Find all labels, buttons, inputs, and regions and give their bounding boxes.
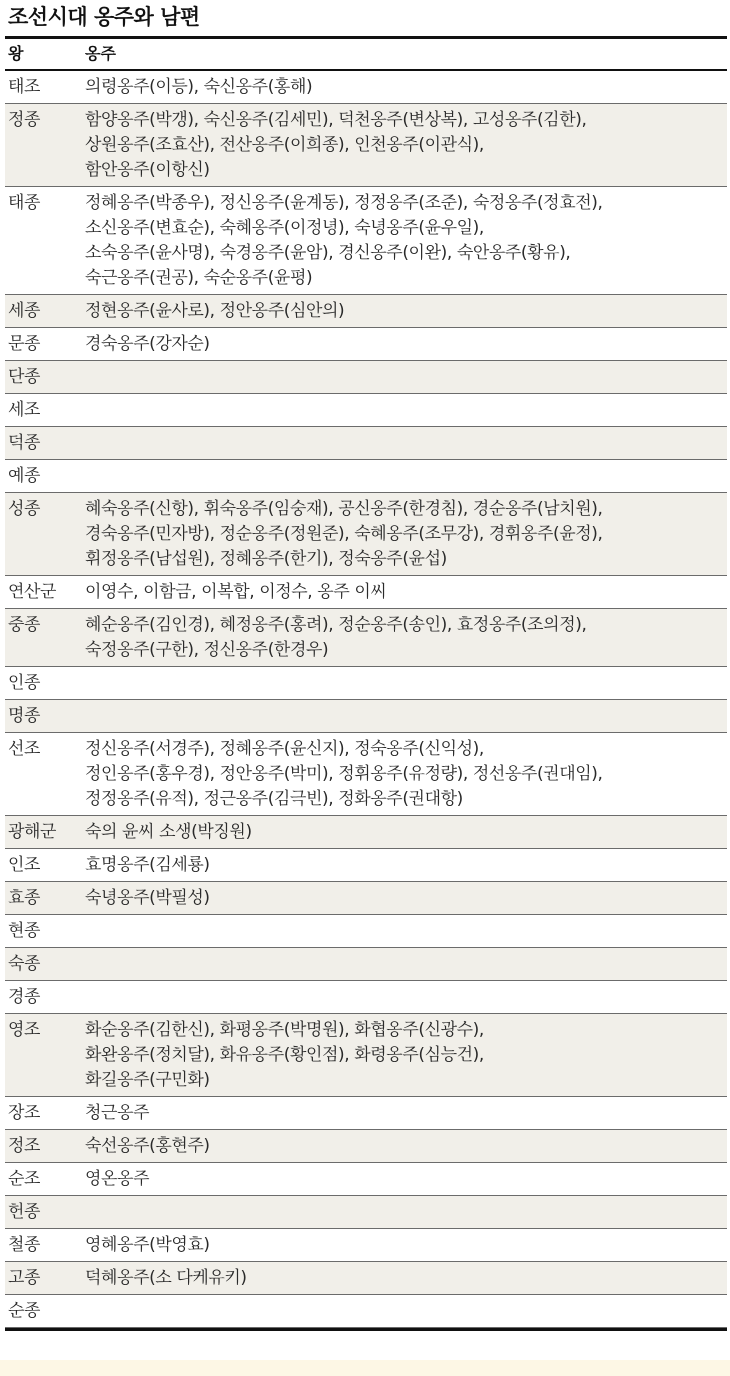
king-cell: 선조 [8,739,41,759]
princess-cell [85,365,727,390]
table-row [5,71,727,104]
king-cell: 연산군 [8,582,57,602]
princess-cell: 혜순옹주(김인경), 혜정옹주(홍려), 정순옹주(송인), 효정옹주(조의정), 숙정옹주(구한), 정신옹주(한경우) [85,615,587,660]
princess-cell [85,671,727,696]
king-cell: 세조 [8,400,41,420]
table-row [5,981,727,1014]
king-cell: 장조 [8,1103,41,1123]
table-row [5,328,727,361]
princess-cell [85,1299,727,1324]
table-row [5,1229,727,1262]
princess-cell: 함양옹주(박갱), 숙신옹주(김세민), 덕천옹주(변상복), 고성옹주(김한), 상원옹주(조효산), 전산옹주(이희종), 인천옹주(이관식), 함안옹주(이항신) [85,110,587,180]
princess-cell [85,398,727,423]
table-row [5,493,727,576]
princess-table [5,36,727,1331]
princess-cell: 효명옹주(김세룡) [85,855,210,875]
table-row [5,816,727,849]
princess-cell: 이영수, 이함금, 이복합, 이정수, 옹주 이씨 [85,582,387,602]
king-cell: 예종 [8,466,41,486]
table-row [5,849,727,882]
princess-cell: 숙의 윤씨 소생(박징원) [85,822,252,842]
princess-cell: 혜숙옹주(신항), 휘숙옹주(임숭재), 공신옹주(한경침), 경순옹주(남치원), 경숙옹주(민자방), 정순옹주(정원준), 숙혜옹주(조무강), 경휘옹주(윤정), 휘정옹주(남섭원), 정혜옹주(한기), 정숙옹주(윤섭) [85,499,603,569]
table-row [5,361,727,394]
princess-cell [85,464,727,489]
king-cell: 태조 [8,77,41,97]
header-princess: 옹주 [85,44,116,63]
princess-cell [85,704,727,729]
king-cell: 효종 [8,888,41,908]
table-header [5,39,727,71]
page-title: 조선시대 옹주와 남편 [8,5,200,29]
king-cell: 문종 [8,334,41,354]
table-row [5,667,727,700]
princess-cell [85,919,727,944]
table-row [5,1130,727,1163]
table-row [5,394,727,427]
footer-band [0,1360,730,1376]
table-row [5,1295,727,1328]
princess-cell: 덕혜옹주(소 다케유키) [85,1268,247,1288]
table-row [5,187,727,295]
king-cell: 숙종 [8,954,41,974]
princess-cell: 정혜옹주(박종우), 정신옹주(윤계동), 정정옹주(조준), 숙정옹주(정효전), 소신옹주(변효순), 숙혜옹주(이정녕), 숙녕옹주(윤우일), 소숙옹주(윤사명), 숙경옹주(윤암), 경신옹주(이완), 숙안옹주(황유), 숙근옹주(권공), 숙순옹주(윤평) [85,193,603,288]
king-cell: 광해군 [8,822,57,842]
table-row [5,1163,727,1196]
princess-cell [85,1200,727,1225]
princess-cell: 영온옹주 [85,1169,150,1189]
table-row [5,104,727,187]
table-row [5,460,727,493]
king-cell: 인종 [8,673,41,693]
princess-cell [85,952,727,977]
table-row [5,609,727,667]
princess-cell: 화순옹주(김한신), 화평옹주(박명원), 화협옹주(신광수), 화완옹주(정치달), 화유옹주(황인점), 화령옹주(심능건), 화길옹주(구민화) [85,1020,484,1090]
king-cell: 철종 [8,1235,41,1255]
king-cell: 정조 [8,1136,41,1156]
king-cell: 고종 [8,1268,41,1288]
table-row [5,576,727,609]
princess-cell: 숙선옹주(홍현주) [85,1136,210,1156]
table-body [5,71,727,1328]
table-row [5,427,727,460]
king-cell: 단종 [8,367,41,387]
king-cell: 정종 [8,110,41,130]
king-cell: 경종 [8,987,41,1007]
princess-cell [85,985,727,1010]
table-row [5,915,727,948]
king-cell: 덕종 [8,433,41,453]
king-cell: 순종 [8,1301,41,1321]
table-row [5,1262,727,1295]
princess-cell: 정신옹주(서경주), 정혜옹주(윤신지), 정숙옹주(신익성), 정인옹주(홍우경), 정안옹주(박미), 정휘옹주(유정량), 정선옹주(권대임), 정정옹주(유적), 정근옹주(김극빈), 정화옹주(권대항) [85,739,603,809]
princess-cell: 영혜옹주(박영효) [85,1235,210,1255]
king-cell: 헌종 [8,1202,41,1222]
king-cell: 명종 [8,706,41,726]
princess-cell [85,431,727,456]
king-cell: 세종 [8,301,41,321]
princess-cell: 정현옹주(윤사로), 정안옹주(심안의) [85,301,345,321]
table-row [5,1097,727,1130]
princess-cell: 경숙옹주(강자순) [85,334,210,354]
header-king: 왕 [8,44,24,63]
king-cell: 순조 [8,1169,41,1189]
bottom-rule [5,1328,727,1331]
princess-cell: 숙녕옹주(박필성) [85,888,210,908]
king-cell: 중종 [8,615,41,635]
king-cell: 인조 [8,855,41,875]
princess-cell: 청근옹주 [85,1103,150,1123]
table-row [5,948,727,981]
king-cell: 태종 [8,193,41,213]
table-row [5,882,727,915]
table-row [5,700,727,733]
king-cell: 성종 [8,499,41,519]
princess-cell: 의령옹주(이등), 숙신옹주(홍해) [85,77,313,97]
table-row [5,733,727,816]
king-cell: 현종 [8,921,41,941]
table-row [5,1196,727,1229]
king-cell: 영조 [8,1020,41,1040]
table-row [5,1014,727,1097]
table-row [5,295,727,328]
